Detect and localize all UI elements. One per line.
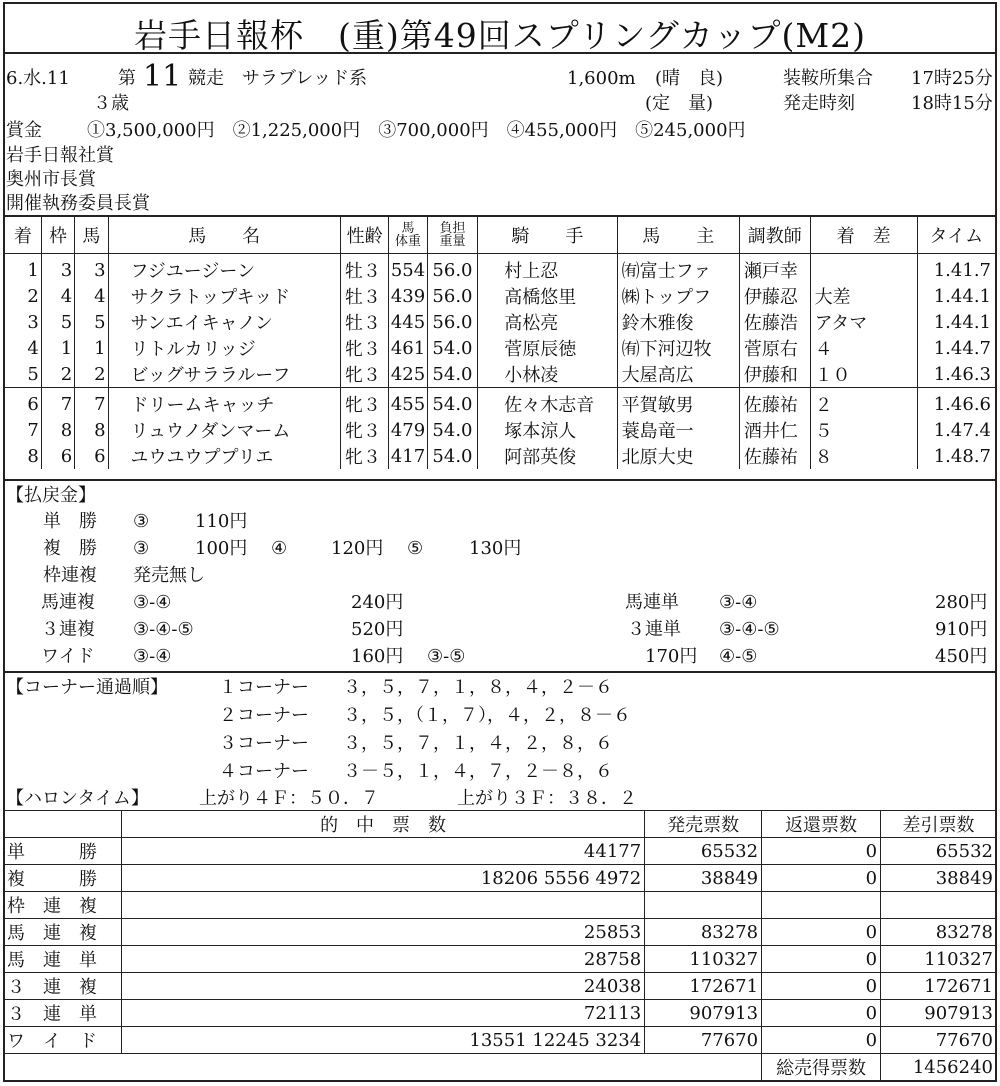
fukusho-value-2: 120円 [331, 538, 384, 559]
result-pos: 7 [27, 419, 39, 441]
ticket-sold: 907913 [645, 1000, 762, 1027]
result-margin: ２ [810, 388, 917, 418]
ticket-header-hit: 的 中 票 数 [121, 811, 644, 838]
header-waku: 枠 [41, 217, 74, 254]
header-bodyweight [389, 217, 427, 254]
ticket-refund: 0 [762, 919, 881, 946]
ticket-sold: 77670 [645, 1027, 762, 1054]
award-2: 奥州市長賞 [6, 169, 96, 190]
result-waku: 1 [41, 335, 74, 361]
header-wt-line1: 負担 [439, 221, 466, 236]
ticket-hit: 44177 [121, 838, 644, 865]
start-label: 発走時刻 [783, 93, 855, 114]
corner-3-label: ３コーナー [219, 733, 309, 754]
ticket-type: 馬 連 単 [4, 946, 122, 973]
corner-2-label: ２コーナー [219, 705, 309, 726]
ticket-total-label: 総売得票数 [762, 1054, 881, 1081]
ticket-net: 38849 [881, 865, 997, 892]
result-num: 8 [75, 417, 108, 443]
result-jockey: 塚本涼人 [478, 417, 617, 443]
result-jockey: 阿部英俊 [478, 443, 617, 469]
result-pos: 6 [27, 393, 39, 415]
ticket-hit: 25853 [121, 919, 644, 946]
ticket-net: 110327 [881, 946, 997, 973]
result-num: 7 [75, 388, 108, 418]
header-jockey: 騎 手 [478, 217, 617, 254]
ticket-refund: 0 [762, 946, 881, 973]
result-margin: アタマ [810, 309, 917, 335]
weight-rule: (定 量) [645, 93, 714, 114]
result-row [5, 417, 995, 443]
result-trainer: 佐藤祐 [739, 388, 810, 418]
ticket-refund [762, 892, 881, 919]
gather-label: 装鞍所集合 [783, 68, 873, 89]
sanrenpuku-combo: ③-④-⑤ [133, 619, 194, 640]
result-trainer: 伊藤和 [739, 361, 810, 388]
fukusho-label: 複 勝 [43, 538, 97, 559]
race-breed: サラブレッド系 [242, 68, 368, 89]
ticket-type: 枠 連 複 [4, 892, 122, 919]
results-header-row [5, 217, 995, 254]
ticket-refund: 0 [762, 1027, 881, 1054]
result-num: 3 [75, 254, 108, 284]
result-owner: 大屋高広 [617, 361, 739, 388]
ticket-type: ３ 連 複 [4, 973, 122, 1000]
result-wt: 56.0 [427, 254, 478, 284]
umatan-combo: ③-④ [719, 592, 758, 613]
result-margin: ４ [810, 335, 917, 361]
result-time: 1.46.3 [917, 361, 995, 388]
result-pos: 1 [27, 259, 39, 281]
result-margin: １０ [810, 361, 917, 388]
header-bw-line2: 体重 [395, 234, 422, 249]
result-trainer: 瀬戸幸 [739, 254, 810, 284]
result-jockey: 村上忍 [478, 254, 617, 284]
tansho-combo: ③ [133, 511, 150, 532]
ticket-header-refund: 返還票数 [762, 811, 881, 838]
result-row [5, 335, 995, 361]
payout-heading: 【払戻金】 [6, 485, 96, 506]
ticket-header-sold: 発売票数 [645, 811, 762, 838]
results-table [5, 217, 995, 469]
result-sexage: 牝３ [340, 443, 388, 469]
result-wt: 54.0 [427, 361, 478, 388]
result-row [5, 283, 995, 309]
result-jockey: 菅原辰徳 [478, 335, 617, 361]
result-waku: 8 [41, 417, 74, 443]
header-weight [427, 217, 478, 254]
result-trainer: 菅原右 [739, 335, 810, 361]
furlong-last3: 上がり３Ｆ：３８．２ [457, 788, 637, 809]
result-name: サンエイキャノン [108, 309, 340, 335]
corner-heading: 【コーナー通過順】 [6, 677, 168, 698]
umatan-value: 280円 [935, 592, 988, 613]
result-bw: 445 [389, 309, 427, 335]
result-pos: 2 [27, 285, 39, 307]
result-pos: 3 [27, 311, 39, 333]
fukusho-value-1: 100円 [195, 538, 248, 559]
ticket-hit: 13551 12245 3234 [121, 1027, 644, 1054]
wide-combo-2: ③-⑤ [427, 646, 466, 667]
umaren-value: 240円 [351, 592, 404, 613]
ticket-refund: 0 [762, 865, 881, 892]
result-owner: 北原大史 [617, 443, 739, 469]
result-jockey: 小林凌 [478, 361, 617, 388]
result-wt: 56.0 [427, 283, 478, 309]
result-sexage: 牝３ [340, 335, 388, 361]
start-time: 18時15分 [911, 93, 993, 114]
ticket-header-blank [4, 811, 122, 838]
ticket-type: 単 勝 [4, 838, 122, 865]
result-row [5, 361, 995, 388]
result-pos: 4 [27, 337, 39, 359]
ticket-type: 複 勝 [4, 865, 122, 892]
corner-4-order: ３－５，１，４，７，２－８，６ [343, 761, 613, 782]
sanrenpuku-value: 520円 [351, 619, 404, 640]
ticket-hit [121, 892, 644, 919]
ticket-row [4, 838, 997, 865]
result-name: サクラトップキッド [108, 283, 340, 309]
ticket-row [4, 892, 997, 919]
race-number: 11 [143, 59, 182, 94]
result-num: 2 [75, 361, 108, 388]
results-body [5, 254, 995, 470]
wide-value-3: 450円 [935, 646, 988, 667]
ticket-total-row [4, 1054, 997, 1081]
result-wt: 54.0 [427, 388, 478, 418]
result-trainer: 佐藤祐 [739, 443, 810, 469]
result-owner: ㈱トップフ [617, 283, 739, 309]
result-name: フジユージーン [108, 254, 340, 284]
result-bw: 455 [389, 388, 427, 418]
ticket-net: 172671 [881, 973, 997, 1000]
result-time: 1.44.1 [917, 283, 995, 309]
wide-label: ワイド [41, 646, 95, 667]
ticket-row [4, 1027, 997, 1054]
ticket-total-value: 1456240 [881, 1054, 997, 1081]
prize-list: ①3,500,000円 ②1,225,000円 ③700,000円 ④455,000円 ⑤245,000円 [87, 120, 746, 141]
result-trainer: 伊藤忍 [739, 283, 810, 309]
wakuren-label: 枠連複 [43, 565, 97, 586]
header-num: 馬 [75, 217, 108, 254]
ticket-body [4, 838, 997, 1054]
result-wt: 54.0 [427, 335, 478, 361]
result-waku: 4 [41, 283, 74, 309]
umaren-combo: ③-④ [133, 592, 172, 613]
ticket-sold: 83278 [645, 919, 762, 946]
ticket-refund: 0 [762, 1000, 881, 1027]
wide-value-1: 160円 [351, 646, 404, 667]
umaren-label: 馬連複 [41, 592, 95, 613]
ticket-hit: 24038 [121, 973, 644, 1000]
result-margin [810, 254, 917, 284]
result-sexage: 牡３ [340, 254, 388, 284]
corner-3-order: ３，５，７，１，４，２，８，６ [343, 733, 613, 754]
corner-4-label: ４コーナー [219, 761, 309, 782]
header-margin: 着 差 [810, 217, 917, 254]
ticket-count-table [3, 810, 997, 1081]
result-owner: 鈴木雅俊 [617, 309, 739, 335]
fukusho-combo-2: ④ [271, 538, 288, 559]
sanrentan-label: ３連単 [627, 619, 681, 640]
sanrentan-value: 910円 [935, 619, 988, 640]
result-owner: 平賀敏男 [617, 388, 739, 418]
ticket-net [881, 892, 997, 919]
header-pos: 着 [5, 217, 41, 254]
result-bw: 439 [389, 283, 427, 309]
award-1: 岩手日報社賞 [6, 145, 114, 166]
ticket-net: 83278 [881, 919, 997, 946]
fukusho-value-3: 130円 [469, 538, 522, 559]
ticket-net: 65532 [881, 838, 997, 865]
ticket-total-spacer [4, 1054, 762, 1081]
ticket-row [4, 1000, 997, 1027]
result-waku: 5 [41, 309, 74, 335]
result-waku: 7 [41, 388, 74, 418]
result-name: リュウノダンマーム [108, 417, 340, 443]
result-time: 1.41.7 [917, 254, 995, 284]
result-sexage: 牝３ [340, 361, 388, 388]
result-sexage: 牡３ [340, 309, 388, 335]
prize-label: 賞金 [6, 120, 42, 141]
header-wt-line2: 重量 [439, 234, 466, 249]
result-time: 1.44.7 [917, 335, 995, 361]
result-sexage: 牡３ [340, 283, 388, 309]
result-wt: 56.0 [427, 309, 478, 335]
header-sexage: 性齢 [340, 217, 388, 254]
sanrenpuku-label: ３連複 [41, 619, 95, 640]
race-distance: 1,600m [567, 68, 636, 89]
ticket-refund: 0 [762, 838, 881, 865]
weather-track: (晴 良) [655, 68, 724, 89]
result-time: 1.44.1 [917, 309, 995, 335]
wide-value-2: 170円 [645, 646, 698, 667]
result-row [5, 443, 995, 469]
ticket-type: ワ イ ド [4, 1027, 122, 1054]
ticket-sold [645, 892, 762, 919]
result-time: 1.48.7 [917, 443, 995, 469]
sanrentan-combo: ③-④-⑤ [719, 619, 780, 640]
wide-combo-3: ④-⑤ [719, 646, 758, 667]
result-trainer: 佐藤浩 [739, 309, 810, 335]
result-pos: 5 [5, 361, 41, 388]
ticket-row [4, 865, 997, 892]
corner-top-border [5, 671, 995, 673]
result-time: 1.46.6 [917, 388, 995, 418]
result-waku: 6 [41, 443, 74, 469]
tansho-label: 単 勝 [43, 511, 97, 532]
result-row [5, 254, 995, 284]
result-name: リトルカリッジ [108, 335, 340, 361]
result-bw: 479 [389, 417, 427, 443]
result-bw: 554 [389, 254, 427, 284]
race-number-prefix: 第 [118, 68, 136, 89]
ticket-refund: 0 [762, 973, 881, 1000]
race-result-sheet [3, 2, 997, 1082]
header-trainer: 調教師 [739, 217, 810, 254]
result-sexage: 牝３ [340, 417, 388, 443]
result-row [5, 388, 995, 418]
result-num: 5 [75, 309, 108, 335]
ticket-hit: 18206 5556 4972 [121, 865, 644, 892]
result-owner: 蓑島竜一 [617, 417, 739, 443]
ticket-net: 907913 [881, 1000, 997, 1027]
result-margin: ８ [810, 443, 917, 469]
result-name: ドリームキャッチ [108, 388, 340, 418]
result-bw: 425 [389, 361, 427, 388]
result-bw: 417 [389, 443, 427, 469]
ticket-type: ３ 連 単 [4, 1000, 122, 1027]
ticket-sold: 110327 [645, 946, 762, 973]
ticket-header-row [4, 811, 997, 838]
payout-top-border [5, 479, 995, 481]
result-wt: 54.0 [427, 417, 478, 443]
result-wt: 54.0 [427, 443, 478, 469]
ticket-row [4, 973, 997, 1000]
result-owner: ㈲下河辺牧 [617, 335, 739, 361]
fukusho-combo-3: ⑤ [407, 538, 424, 559]
ticket-row [4, 946, 997, 973]
result-waku: 3 [41, 254, 74, 284]
race-date: 6.水.11 [6, 68, 70, 89]
result-margin: 大差 [810, 283, 917, 309]
corner-1-order: ３，５，７，１，８，４，２－６ [343, 677, 613, 698]
result-name: ユウユウププリエ [108, 443, 340, 469]
result-pos: 8 [27, 445, 39, 467]
corner-2-order: ３，５，（１，７），４，２，８－６ [343, 705, 631, 726]
wide-combo-1: ③-④ [133, 646, 172, 667]
result-time: 1.47.4 [917, 417, 995, 443]
ticket-row [4, 919, 997, 946]
race-age: ３歳 [93, 93, 129, 114]
header-owner: 馬 主 [617, 217, 739, 254]
wakuren-text: 発売無し [133, 565, 205, 586]
ticket-net: 77670 [881, 1027, 997, 1054]
ticket-sold: 38849 [645, 865, 762, 892]
umatan-label: 馬連単 [625, 592, 679, 613]
fukusho-combo-1: ③ [133, 538, 150, 559]
furlong-heading: 【ハロンタイム】 [6, 788, 149, 809]
ticket-hit: 28758 [121, 946, 644, 973]
result-name: ビッグサララルーフ [108, 361, 340, 388]
race-word: 競走 [188, 68, 224, 89]
result-owner: ㈲富士ファ [617, 254, 739, 284]
result-row [5, 309, 995, 335]
ticket-sold: 65532 [645, 838, 762, 865]
race-title: 岩手日報杯 (重)第49回スプリングカップ(M2) [134, 16, 866, 55]
header-time: タイム [917, 217, 995, 254]
header-name: 馬 名 [108, 217, 340, 254]
result-num: 6 [75, 443, 108, 469]
ticket-sold: 172671 [645, 973, 762, 1000]
result-trainer: 酒井仁 [739, 417, 810, 443]
result-margin: ５ [810, 417, 917, 443]
result-jockey: 佐々木志音 [478, 388, 617, 418]
award-3: 開催執務委員長賞 [6, 193, 150, 214]
result-num: 1 [75, 335, 108, 361]
gather-time: 17時25分 [911, 68, 993, 89]
result-num: 4 [75, 283, 108, 309]
title-divider [5, 52, 995, 54]
corner-1-label: １コーナー [219, 677, 309, 698]
result-jockey: 高松亮 [478, 309, 617, 335]
result-sexage: 牝３ [340, 388, 388, 418]
ticket-hit: 72113 [121, 1000, 644, 1027]
header-bw-line1: 馬 [401, 221, 415, 236]
result-jockey: 高橋悠里 [478, 283, 617, 309]
ticket-header-net: 差引票数 [881, 811, 997, 838]
result-bw: 461 [389, 335, 427, 361]
tansho-value: 110円 [195, 511, 248, 532]
result-waku: 2 [41, 361, 74, 388]
ticket-type: 馬 連 複 [4, 919, 122, 946]
furlong-last4: 上がり４Ｆ：５０．７ [199, 788, 379, 809]
